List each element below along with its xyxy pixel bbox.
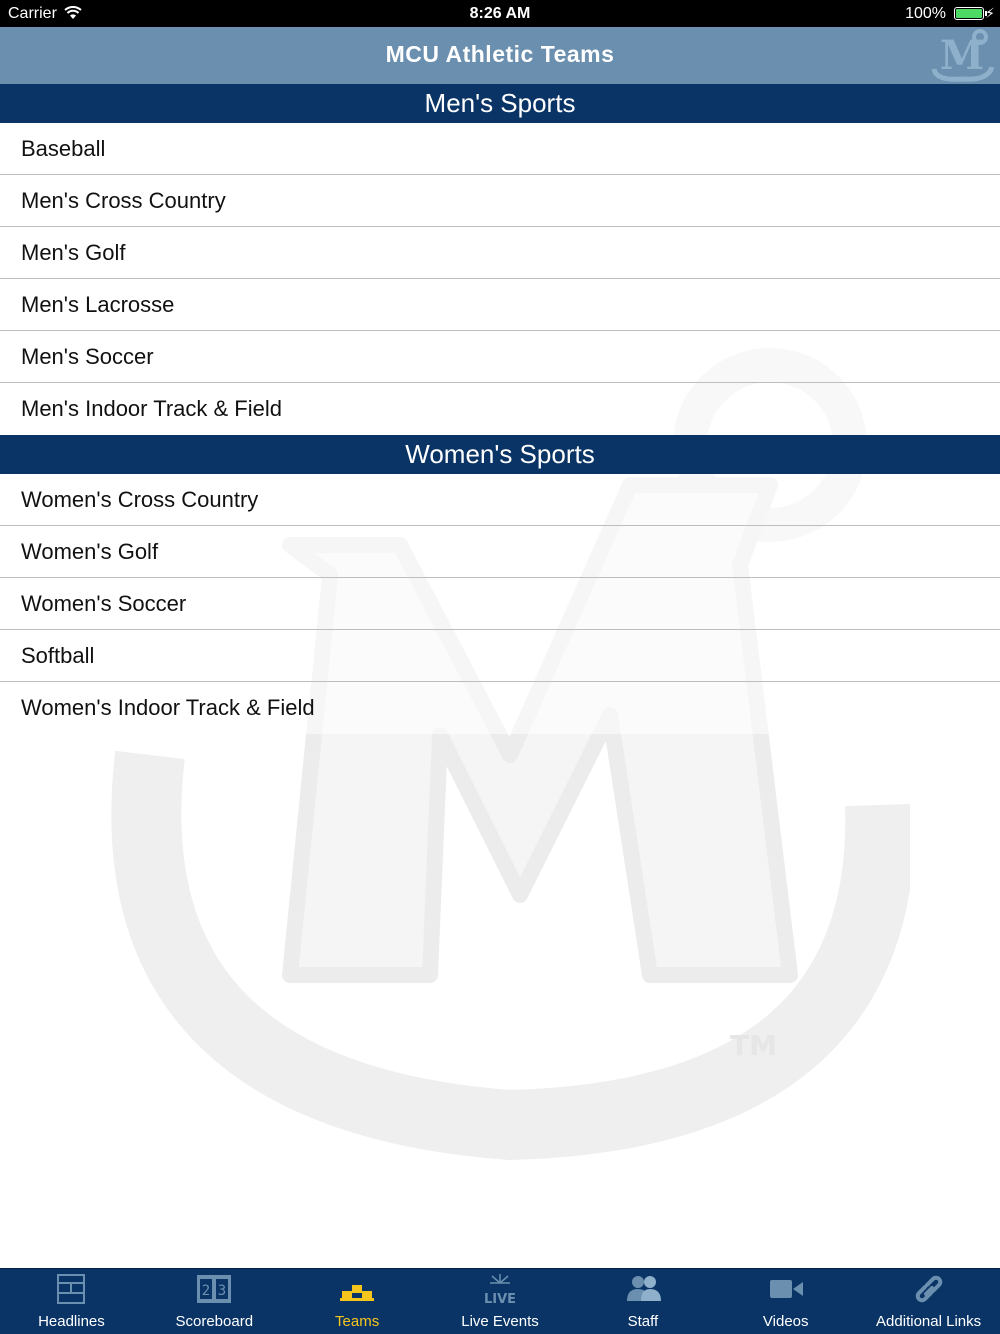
- staff-icon: [623, 1273, 663, 1305]
- svg-text:LIVE: LIVE: [483, 1292, 517, 1305]
- list-item[interactable]: Women's Golf: [0, 526, 1000, 578]
- tab-videos[interactable]: [714, 1269, 857, 1334]
- video-camera-icon: [766, 1273, 806, 1305]
- nav-bar: [0, 27, 1000, 84]
- battery-percent: 100%: [905, 5, 946, 22]
- list-item[interactable]: Men's Indoor Track & Field: [0, 383, 1000, 435]
- carrier-label: Carrier: [8, 5, 57, 22]
- section-header-womens: Women's Sports: [0, 435, 1000, 474]
- tab-label: Videos: [762, 1313, 809, 1330]
- list-item[interactable]: Softball: [0, 630, 1000, 682]
- tab-staff[interactable]: [571, 1269, 714, 1334]
- tab-label: Staff: [627, 1313, 659, 1330]
- newspaper-icon: [51, 1273, 91, 1305]
- tab-label: Scoreboard: [175, 1313, 254, 1330]
- list-item[interactable]: Baseball: [0, 123, 1000, 175]
- mens-sports-list: [0, 123, 1000, 435]
- svg-text:2: 2: [202, 1283, 211, 1299]
- scoreboard-icon: [194, 1273, 234, 1305]
- womens-sports-list: [0, 474, 1000, 734]
- list-item[interactable]: Women's Cross Country: [0, 474, 1000, 526]
- tab-bar: [0, 1268, 1000, 1334]
- tab-label: Additional Links: [876, 1313, 982, 1330]
- list-item[interactable]: Women's Indoor Track & Field: [0, 682, 1000, 734]
- list-item[interactable]: Men's Lacrosse: [0, 279, 1000, 331]
- list-item[interactable]: Men's Soccer: [0, 331, 1000, 383]
- links-icon: [909, 1273, 949, 1305]
- live-icon: [480, 1273, 520, 1305]
- svg-text:TM: TM: [730, 1029, 777, 1062]
- svg-text:3: 3: [218, 1283, 227, 1299]
- tab-headlines[interactable]: [0, 1269, 143, 1334]
- tab-additional-links[interactable]: [857, 1269, 1000, 1334]
- status-time: 8:26 AM: [469, 5, 531, 22]
- tab-label: Headlines: [38, 1313, 105, 1330]
- section-header-mens: Men's Sports: [0, 84, 1000, 123]
- status-bar: [0, 0, 1000, 27]
- tab-scoreboard[interactable]: [143, 1269, 286, 1334]
- tab-label: Teams: [335, 1313, 380, 1330]
- charging-bolt-icon: ⚡: [985, 5, 995, 21]
- battery-icon: [954, 7, 984, 20]
- tab-live-events[interactable]: [429, 1269, 572, 1334]
- mcu-anchor-logo-icon: [926, 29, 998, 83]
- page-title: MCU Athletic Teams: [385, 41, 615, 67]
- tab-label: Live Events: [461, 1313, 539, 1330]
- svg-text:M: M: [939, 32, 985, 79]
- list-item[interactable]: Men's Cross Country: [0, 175, 1000, 227]
- list-item[interactable]: Women's Soccer: [0, 578, 1000, 630]
- teams-icon: [337, 1273, 377, 1305]
- tab-teams[interactable]: [286, 1269, 429, 1334]
- list-item[interactable]: Men's Golf: [0, 227, 1000, 279]
